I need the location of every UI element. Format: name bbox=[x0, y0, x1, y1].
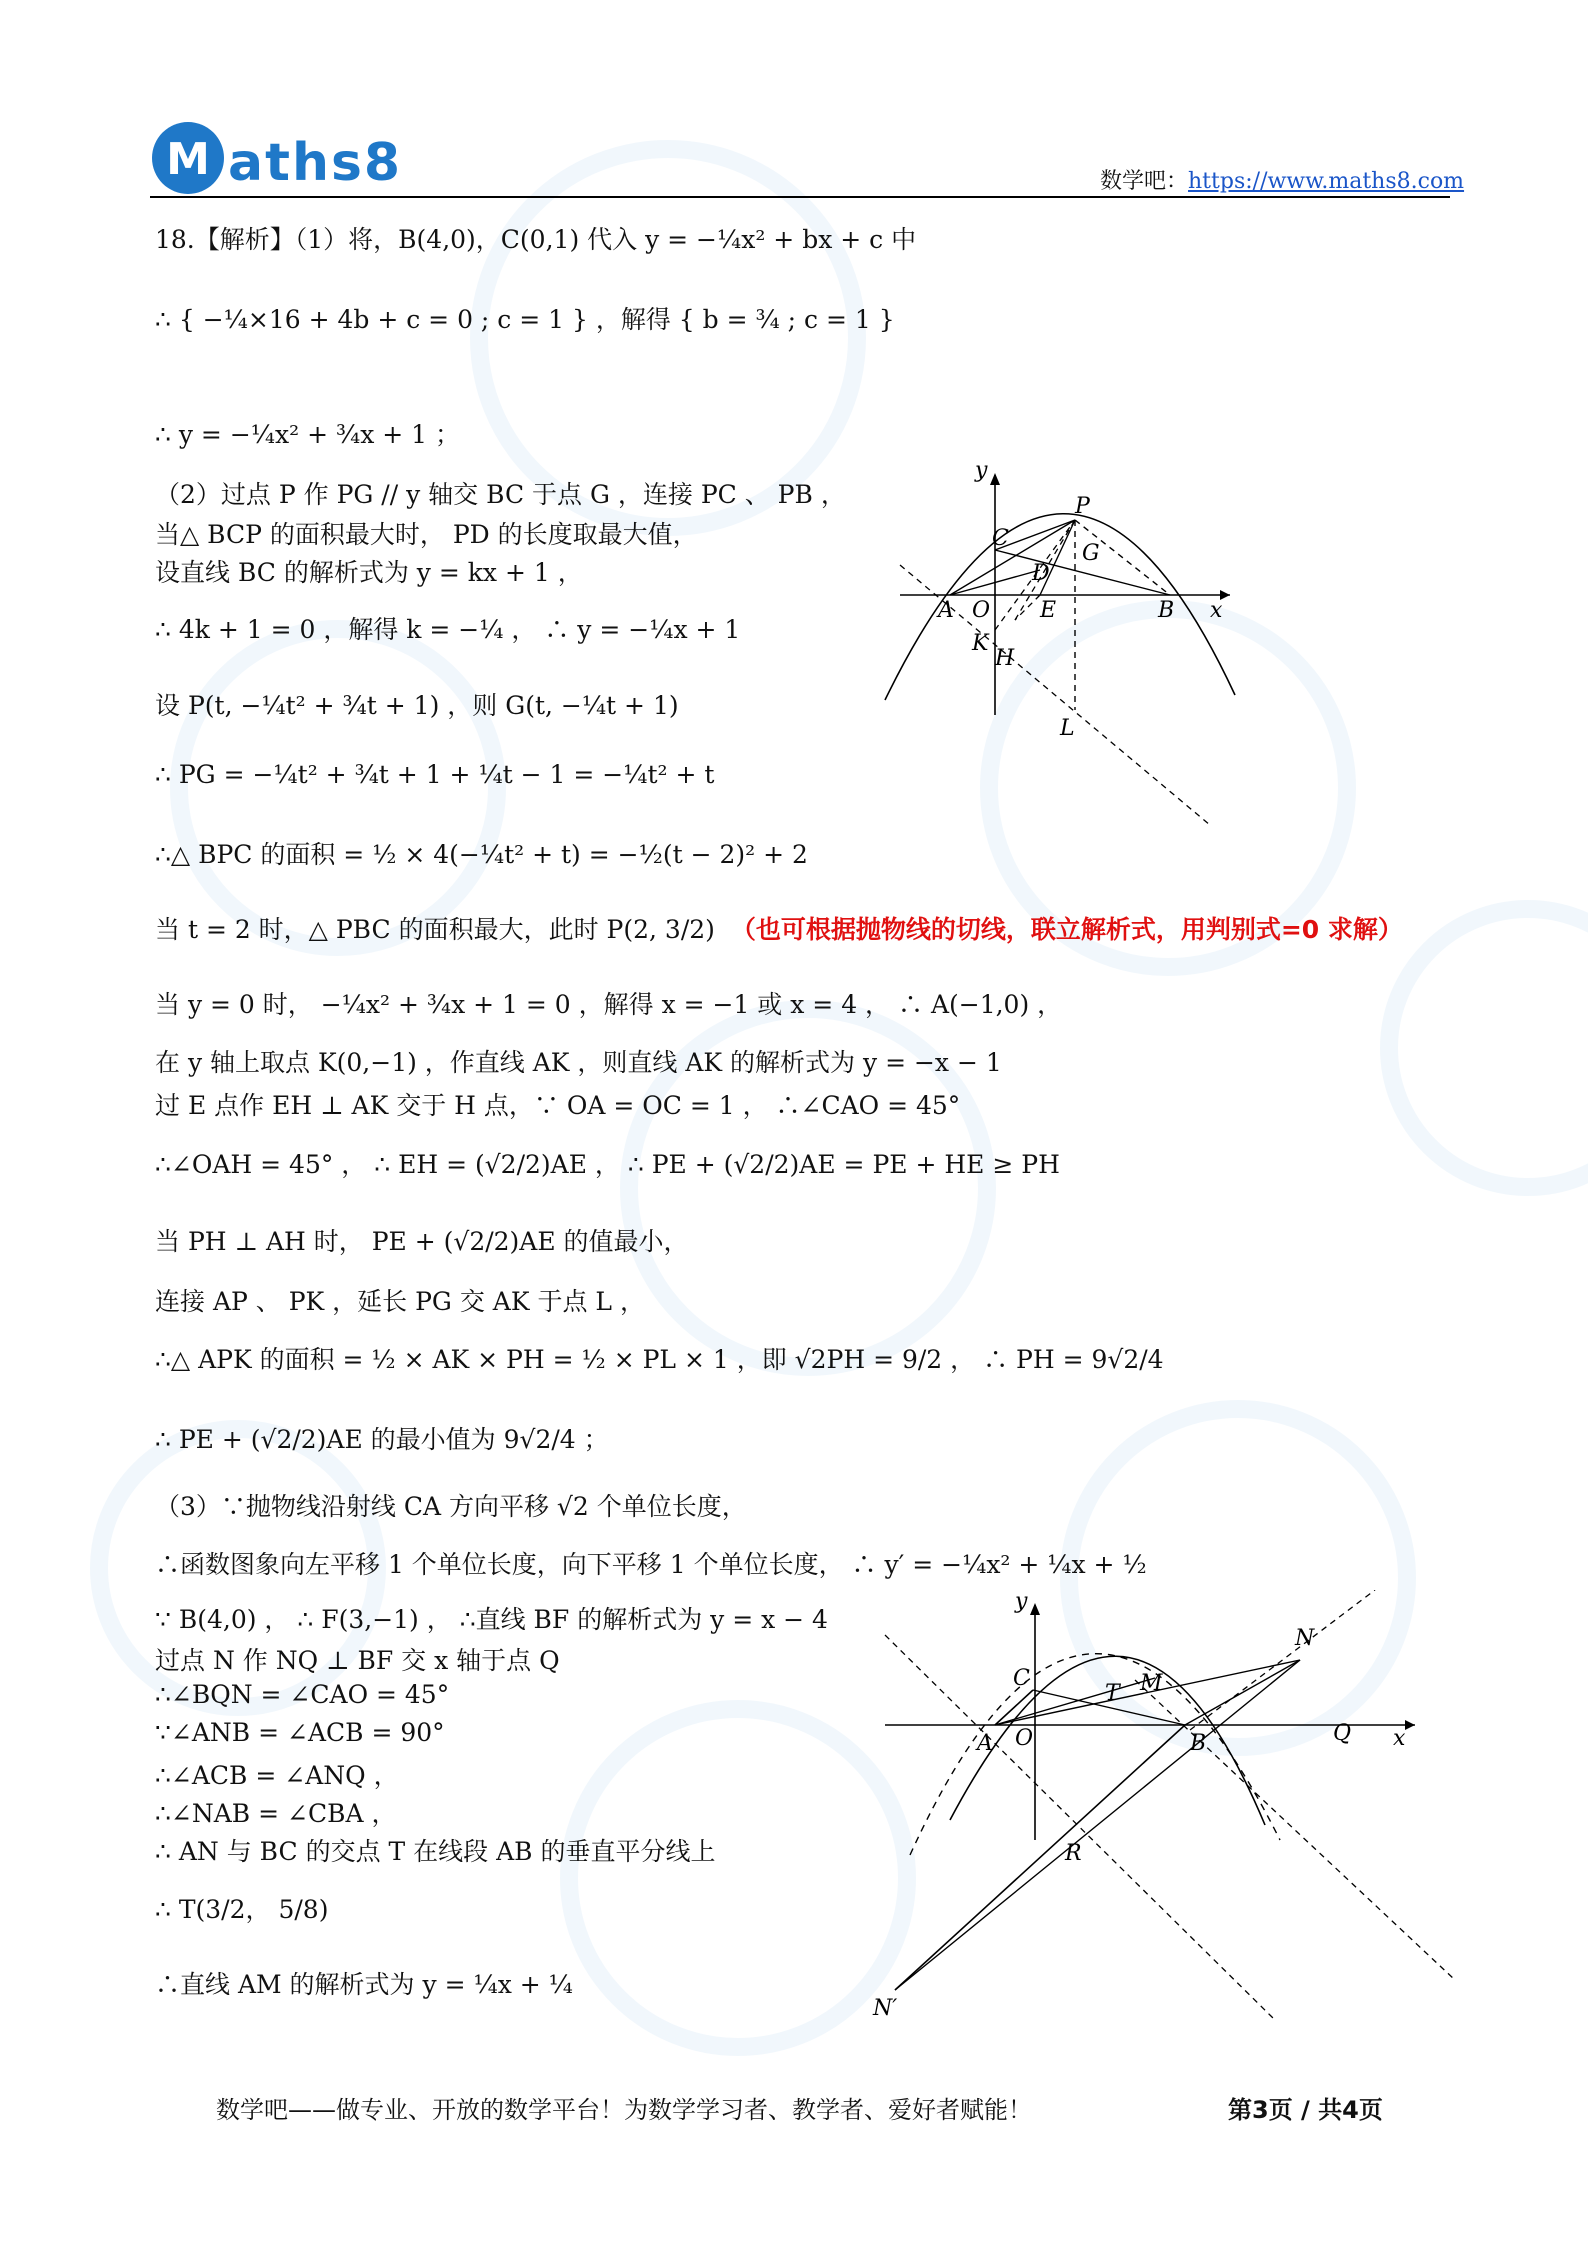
svg-text:O: O bbox=[1015, 1726, 1034, 1751]
solution-line: 当 t = 2 时，△ PBC 的面积最大，此时 P(2, 3/2) （也可根据抛物线的切线，联立解析式，用判别式=0 求解） bbox=[155, 915, 1403, 944]
solution-line: ∴直线 AM 的解析式为 y = ¼x + ¼ bbox=[155, 1970, 573, 1999]
solution-line: ∴∠ACB = ∠ANQ ， bbox=[155, 1761, 399, 1790]
svg-text:B: B bbox=[1158, 598, 1175, 623]
svg-text:aths8: aths8 bbox=[228, 133, 403, 193]
svg-text:G: G bbox=[1082, 541, 1100, 566]
svg-text:N: N bbox=[1295, 1626, 1315, 1651]
svg-text:M: M bbox=[166, 134, 210, 185]
site-url[interactable]: https://www.maths8.com bbox=[1188, 169, 1465, 194]
solution-line: ∴函数图象向左平移 1 个单位长度，向下平移 1 个单位长度， ∴ y′ = −¼x² + ¼x + ½ bbox=[155, 1550, 1147, 1579]
svg-text:K: K bbox=[972, 631, 989, 656]
svg-text:A: A bbox=[977, 1731, 993, 1756]
solution-line: ∴ { −¼×16 + 4b + c = 0 ; c = 1 } ，解得 { b = ¾ ; c = 1 } bbox=[155, 305, 895, 334]
solution-line: 过 E 点作 EH ⊥ AK 交于 H 点，∵ OA = OC = 1 ， ∴∠CAO = 45° bbox=[155, 1091, 961, 1120]
solution-line: ∵ B(4,0) ， ∴ F(3,−1) ， ∴直线 BF 的解析式为 y = x − 4 bbox=[155, 1605, 828, 1634]
footer-slogan: 数学吧——做专业、开放的数学平台！为数学学习者、教学者、爱好者赋能！ bbox=[216, 2096, 1032, 2124]
svg-text:x: x bbox=[1210, 598, 1223, 623]
solution-line: ∴∠BQN = ∠CAO = 45° bbox=[155, 1680, 450, 1709]
svg-text:A: A bbox=[938, 598, 954, 623]
solution-line: ∴ AN 与 BC 的交点 T 在线段 AB 的垂直平分线上 bbox=[155, 1837, 716, 1866]
solution-line: ∴ PG = −¼t² + ¾t + 1 + ¼t − 1 = −¼t² + t bbox=[155, 760, 715, 789]
svg-text:D: D bbox=[1032, 561, 1050, 586]
svg-text:T: T bbox=[1105, 1681, 1120, 1706]
label-y: y bbox=[975, 458, 988, 483]
red-note: （也可根据抛物线的切线，联立解析式，用判别式=0 求解） bbox=[730, 915, 1403, 944]
solution-line: 当 PH ⊥ AH 时， PE + (√2/2)AE 的值最小， bbox=[155, 1227, 689, 1256]
svg-text:E: E bbox=[1040, 598, 1057, 623]
svg-text:M: M bbox=[1140, 1671, 1163, 1696]
svg-text:C: C bbox=[1013, 1666, 1030, 1691]
svg-text:L: L bbox=[1060, 716, 1075, 741]
solution-line: ∴△ APK 的面积 = ½ × AK × PH = ½ × PL × 1 ，即 √2PH = 9/2 ， ∴ PH = 9√2/4 bbox=[155, 1345, 1164, 1374]
svg-text:B: B bbox=[1190, 1731, 1207, 1756]
solution-line: （3）∵抛物线沿射线 CA 方向平移 √2 个单位长度， bbox=[155, 1492, 747, 1521]
header-rule bbox=[150, 196, 1450, 198]
solution-line: 在 y 轴上取点 K(0,−1) ，作直线 AK ，则直线 AK 的解析式为 y = −x − 1 bbox=[155, 1048, 1002, 1077]
site-label: 数学吧： bbox=[1100, 169, 1189, 194]
solution-line: 18.【解析】（1）将，B(4,0)，C(0,1) 代入 y = −¼x² + bx + c 中 bbox=[155, 225, 917, 254]
solution-line: 设直线 BC 的解析式为 y = kx + 1 ， bbox=[155, 558, 583, 587]
site-link[interactable] bbox=[1100, 164, 1464, 195]
solution-line: ∴∠NAB = ∠CBA ， bbox=[155, 1799, 397, 1828]
svg-text:O: O bbox=[972, 598, 991, 623]
solution-line: 设 P(t, −¼t² + ¾t + 1) ，则 G(t, −¼t + 1) bbox=[155, 691, 679, 720]
solution-line: （2）过点 P 作 PG // y 轴交 BC 于点 G ，连接 PC 、 PB ， bbox=[155, 480, 846, 509]
svg-text:P: P bbox=[1075, 494, 1090, 519]
svg-text:Q: Q bbox=[1333, 1721, 1352, 1746]
solution-line: 过点 N 作 NQ ⊥ BF 交 x 轴于点 Q bbox=[155, 1646, 560, 1675]
watermark bbox=[1380, 900, 1588, 1196]
solution-line: ∵∠ANB = ∠ACB = 90° bbox=[155, 1718, 445, 1747]
solution-line: ∴ y = −¼x² + ¾x + 1 ； bbox=[155, 420, 460, 449]
maths8-logo bbox=[150, 118, 450, 202]
figure-2-diagram bbox=[855, 1590, 1455, 2024]
solution-line: ∴∠OAH = 45° ， ∴ EH = (√2/2)AE ， ∴ PE + (√2/2)AE = PE + HE ≥ PH bbox=[155, 1150, 1060, 1179]
solution-line: 连接 AP 、 PK ，延长 PG 交 AK 于点 L ， bbox=[155, 1287, 645, 1316]
solution-line: ∴ PE + (√2/2)AE 的最小值为 9√2/4 ； bbox=[155, 1425, 609, 1454]
svg-text:y: y bbox=[1015, 1590, 1028, 1614]
solution-line: 当 y = 0 时， −¼x² + ¾x + 1 = 0 ，解得 x = −1 或 x = 4 ， ∴ A(−1,0) ， bbox=[155, 990, 1063, 1019]
svg-text:H: H bbox=[995, 646, 1015, 671]
svg-text:C: C bbox=[992, 526, 1009, 551]
svg-text:R: R bbox=[1065, 1841, 1082, 1866]
solution-line: 当△ BCP 的面积最大时， PD 的长度取最大值， bbox=[155, 520, 698, 549]
solution-line: ∴ T(3/2， 5/8) bbox=[155, 1895, 329, 1924]
figure-1-diagram bbox=[880, 455, 1240, 839]
page-number: 第3页 / 共4页 bbox=[1228, 2096, 1383, 2124]
svg-text:N′: N′ bbox=[873, 1996, 898, 2020]
solution-line: ∴△ BPC 的面积 = ½ × 4(−¼t² + t) = −½(t − 2)² + 2 bbox=[155, 840, 808, 869]
svg-text:x: x bbox=[1393, 1726, 1406, 1751]
solution-line: ∴ 4k + 1 = 0 ，解得 k = −¼ ， ∴ y = −¼x + 1 bbox=[155, 615, 741, 644]
